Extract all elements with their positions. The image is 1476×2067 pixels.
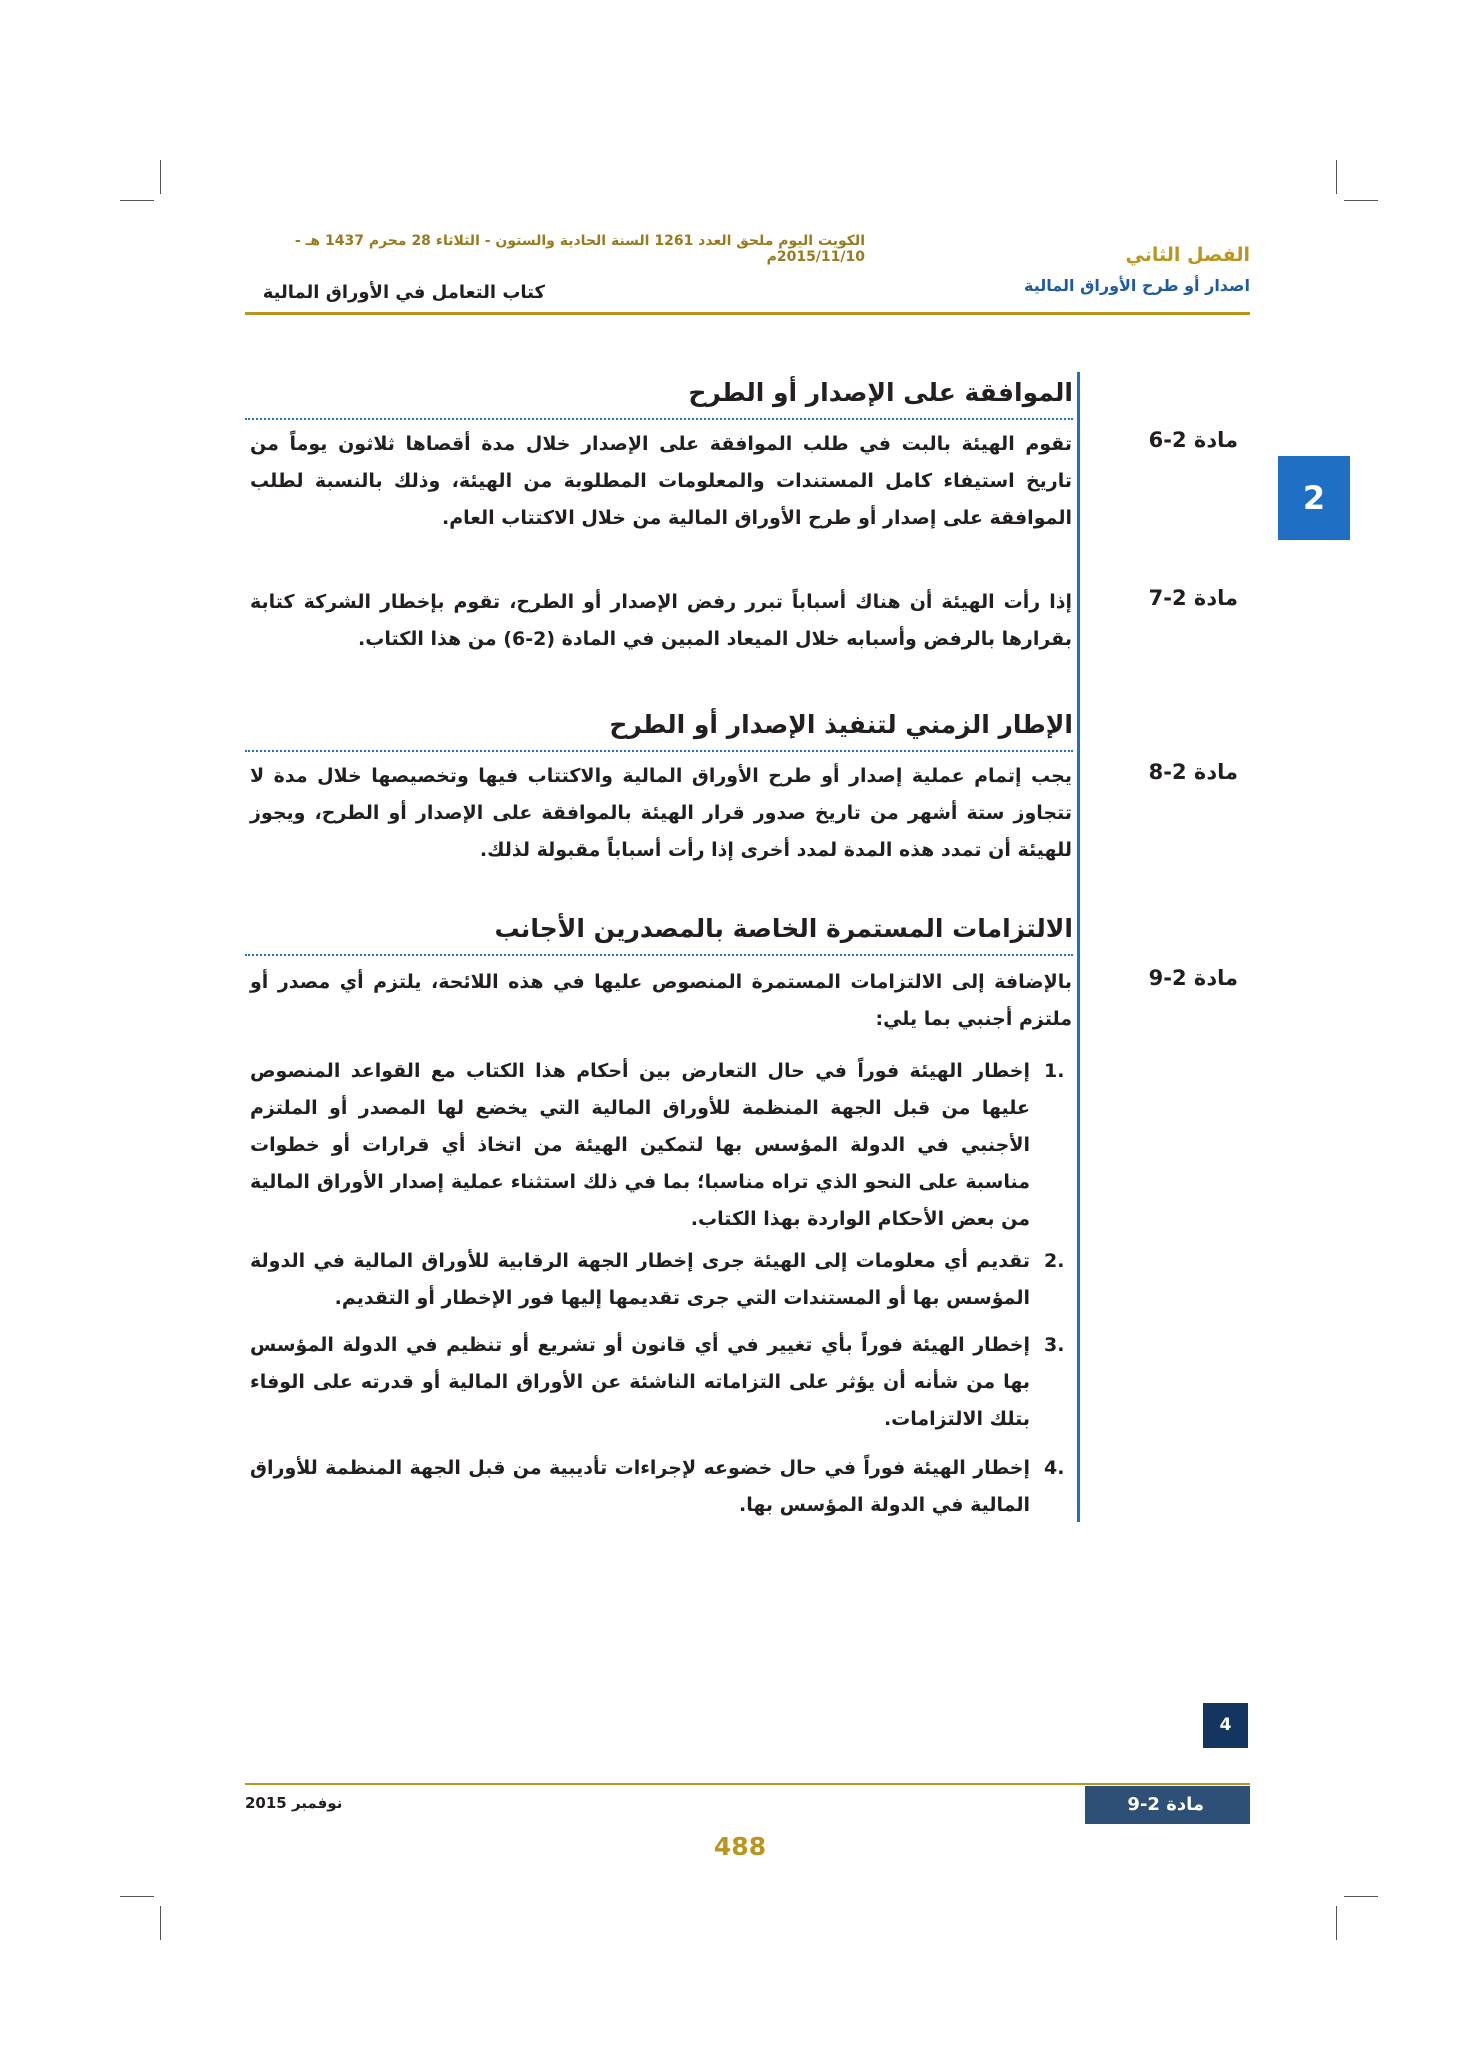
crop-mark: [160, 1906, 161, 1940]
dotted-rule: [245, 954, 1073, 956]
section-divider-line: [1077, 372, 1080, 1522]
list-number: 4.: [1044, 1457, 1065, 1479]
article-text: تقوم الهيئة بالبت في طلب الموافقة على الإصدار خلال مدة أقصاها ثلاثون يوماً من تاريخ استيفاء كامل المستندات والمعلومات المطلوبة من الهيئة، وذلك بالنسبة لطلب الموافقة على إصدار أو طرح الأوراق المالية من خلال الاكتتاب العام.: [250, 433, 1072, 529]
list-item: [250, 1243, 1074, 1323]
crop-mark: [1336, 160, 1337, 194]
crop-mark: [120, 1896, 154, 1897]
article-label: مادة 2-7: [1148, 586, 1238, 610]
chapter-subtitle: اصدار أو طرح الأوراق المالية: [1024, 276, 1250, 295]
list-text: إخطار الهيئة فوراً في حال التعارض بين أحكام هذا الكتاب مع القواعد المنصوص عليها من قبل الجهة المنظمة للأوراق المالية التي يخضع لها المصدر أو الملتزم الأجنبي في الدولة المؤسس بها لتمكين الهيئة من اتخاذ أي قرارات أو خطوات مناسبة على النحو الذي تراه مناسبا؛ بما في ذلك استثناء عملية إصدار الأوراق المالية من بعض الأحكام الواردة بهذا الكتاب.: [250, 1060, 1030, 1230]
article-label: مادة 2-6: [1148, 428, 1238, 452]
list-text: تقديم أي معلومات إلى الهيئة جرى إخطار الجهة الرقابية للأوراق المالية في الدولة المؤسس بها أو المستندات التي جرى تقديمها إليها فور الإخطار أو التقديم.: [250, 1250, 1030, 1309]
dotted-rule: [245, 418, 1073, 420]
section-heading: الإطار الزمني لتنفيذ الإصدار أو الطرح: [609, 710, 1073, 739]
article-label: مادة 2-8: [1148, 760, 1238, 784]
crop-mark: [1344, 200, 1378, 201]
article-text: إذا رأت الهيئة أن هناك أسباباً تبرر رفض الإصدار أو الطرح، تقوم بإخطار الشركة كتابة بقرارها بالرفض وأسبابه خلال الميعاد المبين في المادة (2-6) من هذا الكتاب.: [250, 591, 1072, 650]
folio-number: 488: [713, 1832, 767, 1861]
footer-rule: [245, 1783, 1250, 1785]
chapter-tab: 2: [1278, 456, 1350, 540]
list-item: [250, 1450, 1074, 1530]
footer-date: نوفمبر 2015: [245, 1794, 343, 1812]
dotted-rule: [245, 750, 1073, 752]
section-heading: الموافقة على الإصدار أو الطرح: [688, 378, 1073, 407]
crop-mark: [1344, 1896, 1378, 1897]
footer-article-ref: مادة 2-9: [1085, 1786, 1250, 1824]
crop-mark: [160, 160, 161, 194]
crop-mark: [120, 200, 154, 201]
article-text: يجب إتمام عملية إصدار أو طرح الأوراق المالية والاكتتاب فيها وتخصيصها خلال مدة لا تتجاوز ستة أشهر من تاريخ صدور قرار الهيئة بالموافقة على الإصدار أو الطرح، ويجوز للهيئة أن تمدد هذه المدة لمدد أخرى إذا رأت أسباباً مقبولة لذلك.: [250, 765, 1072, 861]
page-number-box: 4: [1203, 1703, 1248, 1748]
list-item: [250, 1053, 1074, 1243]
crop-mark: [1336, 1906, 1337, 1940]
gazette-line: الكويت اليوم ملحق العدد 1261 السنة الحادية والستون - الثلاثاء 28 محرم 1437 هـ - 2015/11/10م: [294, 233, 865, 265]
list-text: إخطار الهيئة فوراً بأي تغيير في أي قانون أو تشريع أو تنظيم في الدولة المؤسس بها من شأنه أن يؤثر على التزاماته الناشئة عن الأوراق المالية أو قدرته على الوفاء بتلك الالتزامات.: [250, 1334, 1030, 1430]
list-item: [250, 1327, 1074, 1443]
article-label: مادة 2-9: [1148, 966, 1238, 990]
list-number: 1.: [1044, 1060, 1065, 1082]
book-title: كتاب التعامل في الأوراق المالية: [262, 282, 545, 303]
list-number: 2.: [1044, 1250, 1065, 1272]
chapter-title: الفصل الثاني: [1125, 244, 1250, 266]
list-number: 3.: [1044, 1334, 1065, 1356]
article-text: بالإضافة إلى الالتزامات المستمرة المنصوص عليها في هذه اللائحة، يلتزم أي مصدر أو ملتزم أجنبي بما يلي:: [250, 971, 1072, 1030]
list-text: إخطار الهيئة فوراً في حال خضوعه لإجراءات تأديبية من قبل الجهة المنظمة للأوراق المالية في الدولة المؤسس بها.: [250, 1457, 1030, 1516]
header-rule: [245, 312, 1250, 315]
section-heading: الالتزامات المستمرة الخاصة بالمصدرين الأجانب: [494, 914, 1073, 943]
